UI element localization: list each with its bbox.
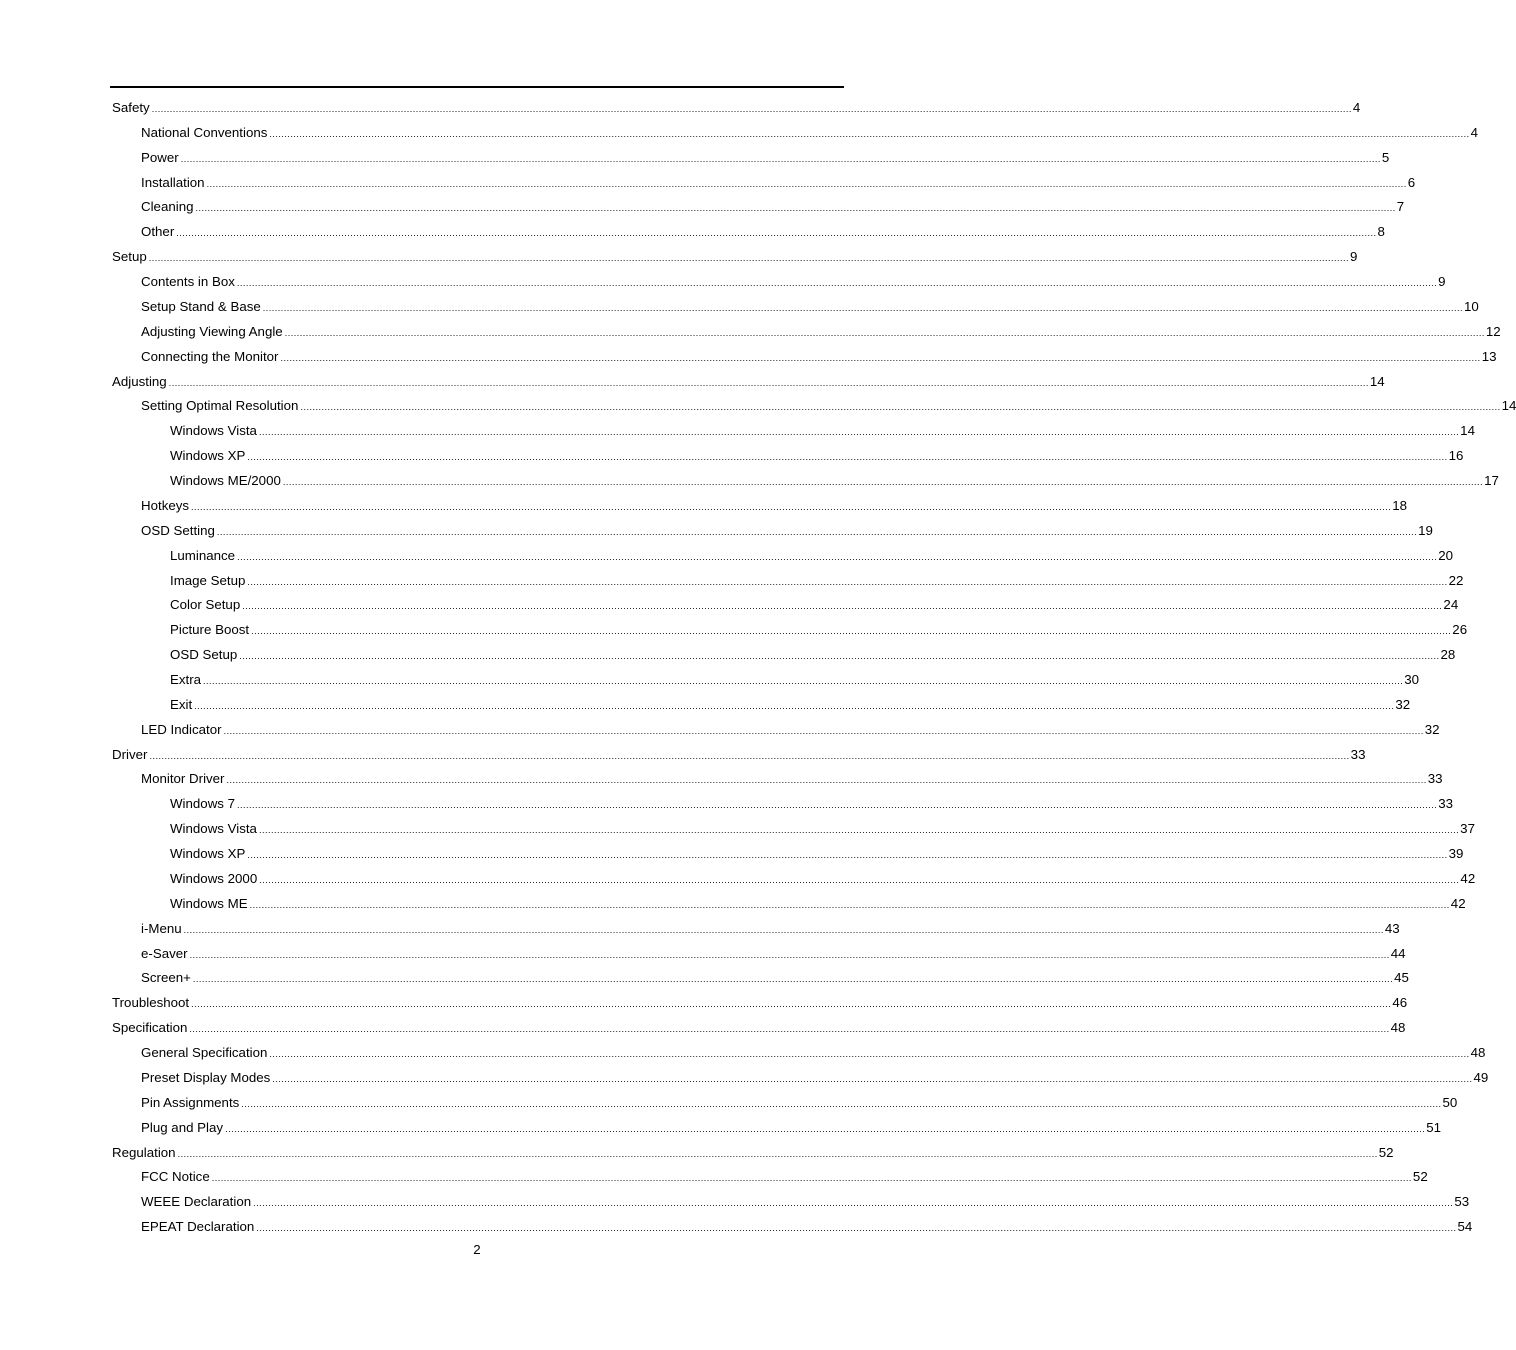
toc-entry-page: 54 — [1457, 1219, 1473, 1235]
toc-entry-level-3[interactable] — [170, 639, 1456, 663]
toc-entry-level-1[interactable] — [112, 1137, 1394, 1161]
toc-entry-label: National Conventions — [141, 124, 268, 140]
toc-entry-page: 4 — [1470, 124, 1479, 140]
toc-entry-level-3[interactable] — [170, 565, 1464, 589]
toc-dot-leader: ................................................................................................................................................................................................................................................................................................................................................................................................................ — [251, 626, 1452, 637]
toc-dot-leader: ................................................................................................................................................................................................................................................................................................................................................................................................................ — [203, 676, 1404, 686]
toc-dot-leader: ................................................................................................................................................................................................................................................................................................................................................................................................................ — [280, 352, 1481, 363]
toc-entry-page: 8 — [1377, 224, 1385, 240]
toc-entry-label: General Specification — [141, 1045, 268, 1061]
toc-entry-label: Preset Display Modes — [141, 1069, 271, 1085]
toc-entry-level-2[interactable] — [141, 490, 1408, 514]
toc-entry-level-2[interactable] — [141, 962, 1409, 986]
toc-dot-leader: ................................................................................................................................................................................................................................................................................................................................................................................................................ — [180, 153, 1381, 164]
toc-dot-leader: ................................................................................................................................................................................................................................................................................................................................................................................................................ — [242, 601, 1443, 612]
toc-entry-level-3[interactable] — [170, 664, 1420, 688]
toc-entry-label: Adjusting — [112, 373, 167, 389]
toc-entry-page: 48 — [1470, 1045, 1486, 1061]
toc-entry-label: WEEE Declaration — [141, 1194, 252, 1210]
toc-entry-level-2[interactable] — [141, 291, 1479, 315]
toc-entry-label: Cleaning — [141, 199, 194, 215]
toc-entry-label: OSD Setting — [141, 522, 215, 538]
toc-entry-page: 19 — [1418, 522, 1433, 538]
toc-entry-page: 33 — [1350, 746, 1366, 762]
toc-dot-leader: ................................................................................................................................................................................................................................................................................................................................................................................................................ — [284, 327, 1485, 338]
toc-entry-level-2[interactable] — [141, 913, 1400, 937]
toc-entry-level-3[interactable] — [170, 614, 1468, 638]
toc-entry-level-2[interactable] — [141, 1062, 1489, 1086]
toc-dot-leader: ................................................................................................................................................................................................................................................................................................................................................................................................................ — [151, 104, 1352, 114]
toc-entry-page: 14 — [1501, 398, 1516, 414]
toc-entry-level-3[interactable] — [170, 540, 1454, 564]
toc-dot-leader: ................................................................................................................................................................................................................................................................................................................................................................................................................ — [183, 924, 1384, 935]
toc-entry-label: Windows Vista — [170, 423, 257, 439]
toc-entry-label: Picture Boost — [170, 622, 250, 638]
toc-entry-level-1[interactable] — [112, 241, 1358, 265]
toc-entry-page: 51 — [1426, 1119, 1442, 1135]
toc-dot-leader: ................................................................................................................................................................................................................................................................................................................................................................................................................ — [247, 850, 1448, 861]
toc-entry-page: 20 — [1438, 547, 1454, 563]
toc-entry-page: 24 — [1443, 597, 1459, 613]
toc-entry-label: FCC Notice — [141, 1169, 210, 1185]
toc-entry-page: 32 — [1395, 696, 1411, 712]
toc-entry-level-2[interactable] — [141, 515, 1433, 539]
toc-entry-level-3[interactable] — [170, 888, 1466, 912]
toc-entry-page: 6 — [1407, 174, 1416, 190]
toc-dot-leader: ................................................................................................................................................................................................................................................................................................................................................................................................................ — [236, 278, 1438, 289]
toc-entry-page: 30 — [1404, 672, 1420, 687]
toc-entry-page: 9 — [1438, 274, 1446, 290]
toc-entry-label: EPEAT Declaration — [141, 1219, 255, 1235]
toc-dot-leader: ................................................................................................................................................................................................................................................................................................................................................................................................................ — [272, 1073, 1473, 1084]
toc-entry-page: 48 — [1390, 1020, 1406, 1036]
toc-dot-leader: ................................................................................................................................................................................................................................................................................................................................................................................................................ — [226, 775, 1427, 786]
toc-dot-leader: ................................................................................................................................................................................................................................................................................................................................................................................................................ — [176, 228, 1377, 239]
toc-entry-label: Windows ME — [170, 895, 248, 911]
toc-entry-page: 12 — [1485, 323, 1501, 339]
toc-entry-page: 52 — [1378, 1144, 1394, 1160]
toc-entry-level-3[interactable] — [170, 589, 1459, 613]
toc-dot-leader: ................................................................................................................................................................................................................................................................................................................................................................................................................ — [253, 1198, 1454, 1209]
toc-entry-label: Screen+ — [141, 970, 191, 986]
toc-entry-level-2[interactable] — [141, 714, 1440, 738]
toc-dot-leader: ................................................................................................................................................................................................................................................................................................................................................................................................................ — [211, 1173, 1412, 1184]
toc-dot-leader: ................................................................................................................................................................................................................................................................................................................................................................................................................ — [223, 725, 1424, 736]
toc-entry-level-2[interactable] — [141, 1112, 1442, 1136]
toc-dot-leader: ................................................................................................................................................................................................................................................................................................................................................................................................................ — [239, 651, 1440, 662]
toc-dot-leader: ................................................................................................................................................................................................................................................................................................................................................................................................................ — [194, 700, 1395, 711]
toc-entry-page: 42 — [1460, 870, 1476, 886]
toc-entry-label: Monitor Driver — [141, 771, 225, 787]
toc-entry-level-2[interactable] — [141, 167, 1416, 191]
toc-entry-label: Windows 7 — [170, 796, 236, 812]
toc-entry-label: Exit — [170, 696, 193, 712]
toc-entry-page: 10 — [1463, 298, 1479, 314]
toc-dot-leader: ................................................................................................................................................................................................................................................................................................................................................................................................................ — [189, 1024, 1390, 1035]
toc-entry-label: Plug and Play — [141, 1119, 224, 1135]
toc-entry-page: 32 — [1424, 721, 1440, 737]
toc-entry-level-3[interactable] — [170, 440, 1464, 464]
toc-entry-label: Windows XP — [170, 846, 246, 862]
toc-entry-level-3[interactable] — [170, 415, 1475, 439]
toc-entry-level-2[interactable] — [141, 216, 1385, 240]
toc-entry-level-1[interactable] — [112, 1012, 1406, 1036]
toc-entry-level-2[interactable] — [141, 1087, 1458, 1111]
toc-entry-page: 5 — [1381, 149, 1390, 165]
toc-entry-label: Driver — [112, 746, 148, 762]
toc-entry-label: e-Saver — [141, 945, 188, 961]
toc-entry-page: 17 — [1484, 473, 1499, 489]
toc-entry-label: Troubleshoot — [112, 995, 190, 1011]
toc-entry-label: OSD Setup — [170, 647, 238, 663]
toc-entry-page: 37 — [1460, 821, 1475, 837]
toc-entry-level-2[interactable] — [141, 1161, 1428, 1185]
toc-entry-label: Pin Assignments — [141, 1094, 240, 1110]
toc-entry-label: Installation — [141, 174, 205, 190]
toc-entry-level-3[interactable] — [170, 689, 1411, 713]
toc-entry-page: 45 — [1394, 970, 1409, 986]
toc-dot-leader: ................................................................................................................................................................................................................................................................................................................................................................................................................ — [195, 203, 1396, 214]
toc-dot-leader: ................................................................................................................................................................................................................................................................................................................................................................................................................ — [237, 551, 1438, 562]
toc-entry-level-1[interactable] — [112, 739, 1366, 763]
toc-dot-leader: ................................................................................................................................................................................................................................................................................................................................................................................................................ — [149, 750, 1350, 761]
toc-dot-leader: ................................................................................................................................................................................................................................................................................................................................................................................................................ — [192, 974, 1394, 985]
toc-entry-page: 50 — [1442, 1094, 1458, 1110]
toc-entry-level-2[interactable] — [141, 142, 1390, 166]
toc-dot-leader: ................................................................................................................................................................................................................................................................................................................................................................................................................ — [300, 402, 1501, 413]
toc-entry-label: Safety — [112, 100, 150, 115]
toc-entry-page: 43 — [1384, 920, 1400, 936]
toc-dot-leader: ................................................................................................................................................................................................................................................................................................................................................................................................................ — [225, 1123, 1426, 1134]
toc-dot-leader: ................................................................................................................................................................................................................................................................................................................................................................................................................ — [216, 526, 1418, 537]
toc-entry-level-1[interactable] — [112, 366, 1385, 390]
toc-entry-page: 14 — [1369, 373, 1385, 389]
toc-entry-label: Hotkeys — [141, 497, 190, 513]
toc-entry-level-2[interactable] — [141, 1037, 1486, 1061]
toc-entry-page: 13 — [1481, 348, 1497, 364]
toc-entry-label: Extra — [170, 672, 202, 687]
toc-dot-leader: ................................................................................................................................................................................................................................................................................................................................................................................................................ — [269, 1049, 1470, 1060]
toc-entry-label: Specification — [112, 1020, 188, 1036]
toc-dot-leader: ................................................................................................................................................................................................................................................................................................................................................................................................................ — [259, 874, 1460, 885]
toc-dot-leader: ................................................................................................................................................................................................................................................................................................................................................................................................................ — [241, 1098, 1442, 1109]
toc-dot-leader: ................................................................................................................................................................................................................................................................................................................................................................................................................ — [258, 825, 1460, 836]
toc-entry-level-3[interactable] — [170, 465, 1499, 489]
toc-entry-level-2[interactable] — [141, 1211, 1473, 1235]
toc-entry-label: Setting Optimal Resolution — [141, 398, 299, 414]
toc-dot-leader: ................................................................................................................................................................................................................................................................................................................................................................................................................ — [191, 501, 1392, 512]
toc-dot-leader: ................................................................................................................................................................................................................................................................................................................................................................................................................ — [148, 253, 1349, 264]
toc-entry-page: 33 — [1438, 796, 1454, 812]
toc-entry-level-3[interactable] — [170, 838, 1464, 862]
toc-entry-level-3[interactable] — [170, 788, 1454, 812]
toc-entry-page: 28 — [1440, 647, 1456, 663]
toc-entry-page: 4 — [1352, 100, 1361, 115]
toc-entry-label: Setup — [112, 249, 147, 265]
toc-entry-page: 53 — [1454, 1194, 1470, 1210]
toc-entry-label: Contents in Box — [141, 274, 235, 290]
toc-entry-page: 33 — [1427, 771, 1443, 787]
toc-entry-label: Image Setup — [170, 572, 246, 588]
toc-dot-leader: ................................................................................................................................................................................................................................................................................................................................................................................................................ — [249, 899, 1450, 910]
top-rule — [110, 86, 844, 88]
toc-dot-leader: ................................................................................................................................................................................................................................................................................................................................................................................................................ — [256, 1223, 1457, 1234]
toc-entry-level-3[interactable] — [170, 813, 1475, 837]
toc-entry-level-2[interactable] — [141, 763, 1443, 787]
toc-entry-level-2[interactable] — [141, 191, 1405, 215]
toc-entry-level-1[interactable] — [112, 92, 1361, 116]
toc-entry-level-2[interactable] — [141, 341, 1497, 365]
toc-dot-leader: ................................................................................................................................................................................................................................................................................................................................................................................................................ — [177, 1148, 1378, 1159]
toc-entry-page: 9 — [1349, 249, 1358, 265]
toc-entry-label: Windows Vista — [170, 821, 257, 837]
toc-dot-leader: ................................................................................................................................................................................................................................................................................................................................................................................................................ — [269, 128, 1470, 139]
toc-entry-level-2[interactable] — [141, 938, 1406, 962]
toc-entry-page: 14 — [1460, 423, 1475, 439]
toc-entry-level-2[interactable] — [141, 390, 1516, 414]
toc-entry-level-2[interactable] — [141, 316, 1501, 340]
toc-entry-page: 52 — [1412, 1169, 1428, 1185]
toc-dot-leader: ................................................................................................................................................................................................................................................................................................................................................................................................................ — [247, 452, 1448, 463]
page-number: 2 — [473, 1242, 481, 1257]
toc-entry-label: Luminance — [170, 547, 236, 563]
toc-dot-leader: ................................................................................................................................................................................................................................................................................................................................................................................................................ — [282, 477, 1484, 488]
toc-entry-page: 49 — [1473, 1069, 1489, 1085]
toc-entry-label: Power — [141, 149, 179, 165]
toc-entry-label: Windows ME/2000 — [170, 473, 281, 489]
toc-entry-page: 16 — [1448, 448, 1464, 464]
toc-entry-label: Regulation — [112, 1144, 176, 1160]
toc-entry-level-2[interactable] — [141, 266, 1446, 290]
toc-entry-level-1[interactable] — [112, 987, 1408, 1011]
toc-entry-level-2[interactable] — [141, 1186, 1470, 1210]
toc-entry-label: Windows XP — [170, 448, 246, 464]
toc-entry-level-3[interactable] — [170, 863, 1476, 887]
toc-entry-label: Connecting the Monitor — [141, 348, 279, 364]
toc-entry-page: 44 — [1390, 945, 1406, 961]
toc-entry-page: 7 — [1396, 199, 1405, 215]
toc-entry-label: LED Indicator — [141, 721, 222, 737]
toc-dot-leader: ................................................................................................................................................................................................................................................................................................................................................................................................................ — [262, 302, 1463, 313]
toc-entry-level-2[interactable] — [141, 117, 1479, 141]
toc-entry-label: Setup Stand & Base — [141, 298, 261, 314]
toc-entry-page: 46 — [1392, 995, 1408, 1011]
toc-entry-label: i-Menu — [141, 920, 182, 936]
toc-entry-page: 39 — [1448, 846, 1464, 862]
toc-entry-page: 18 — [1392, 497, 1408, 513]
toc-dot-leader: ................................................................................................................................................................................................................................................................................................................................................................................................................ — [247, 576, 1448, 587]
toc-entry-label: Adjusting Viewing Angle — [141, 323, 283, 339]
toc-entry-label: Color Setup — [170, 597, 241, 613]
toc-dot-leader: ................................................................................................................................................................................................................................................................................................................................................................................................................ — [191, 999, 1392, 1010]
toc-dot-leader: ................................................................................................................................................................................................................................................................................................................................................................................................................ — [237, 800, 1438, 811]
toc-dot-leader: ................................................................................................................................................................................................................................................................................................................................................................................................................ — [206, 178, 1407, 189]
toc-dot-leader: ................................................................................................................................................................................................................................................................................................................................................................................................................ — [258, 427, 1460, 438]
toc-entry-label: Other — [141, 224, 175, 240]
toc-entry-label: Windows 2000 — [170, 870, 258, 886]
toc-dot-leader: ................................................................................................................................................................................................................................................................................................................................................................................................................ — [189, 949, 1390, 960]
toc-dot-leader: ................................................................................................................................................................................................................................................................................................................................................................................................................ — [168, 377, 1369, 388]
toc-entry-page: 42 — [1450, 895, 1466, 911]
toc-entry-page: 22 — [1448, 572, 1464, 588]
toc-entry-page: 26 — [1452, 622, 1468, 638]
